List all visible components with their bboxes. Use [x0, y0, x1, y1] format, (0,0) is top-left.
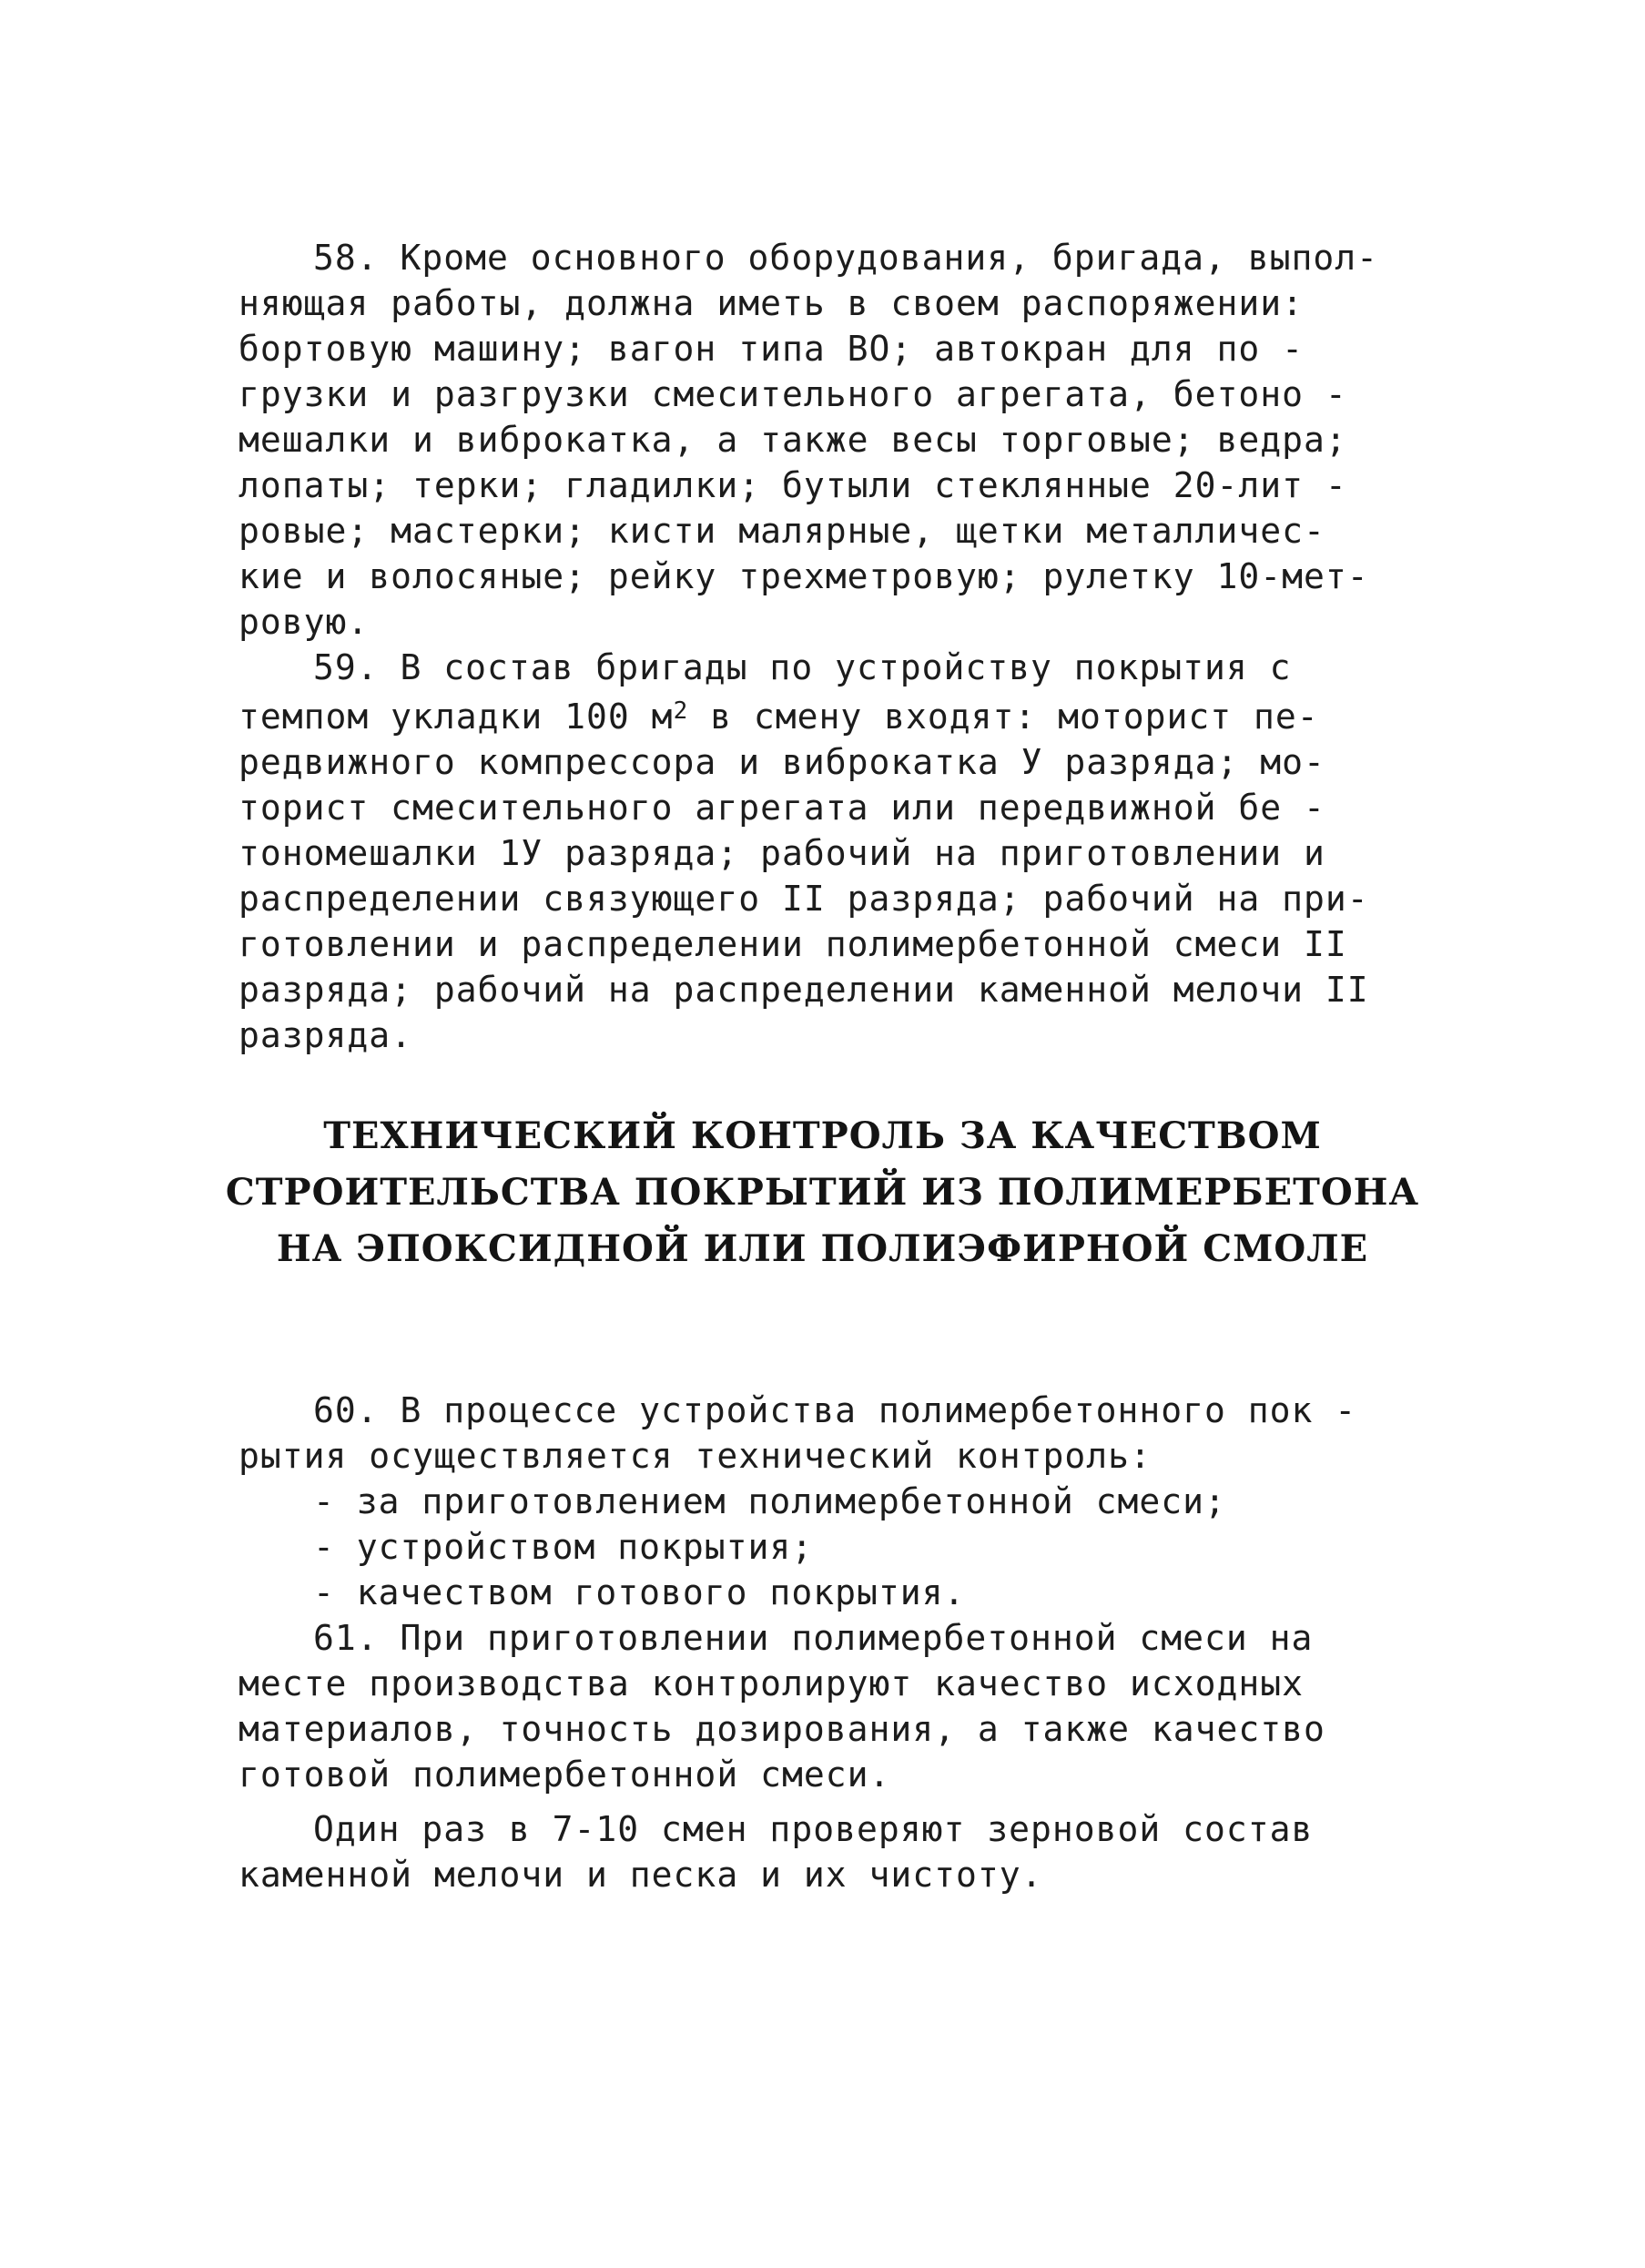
text-fragment: темпом укладки 100 м: [239, 697, 674, 737]
text-line: няющая работы, должна иметь в своем распоряжении:: [239, 283, 1305, 323]
text-line: грузки и разгрузки смесительного агрегата, бетоно -: [239, 374, 1347, 414]
heading-line: НА ЭПОКСИДНОЙ ИЛИ ПОЛИЭФИРНОЙ СМОЛЕ: [276, 1227, 1369, 1270]
text-line: разряда.: [239, 1015, 413, 1055]
text-line: кие и волосяные; рейку трехметровую; рулетку 10-мет-: [239, 556, 1369, 596]
text-line: Один раз в 7-10 смен проверяют зерновой состав: [313, 1809, 1314, 1849]
heading-line: ТЕХНИЧЕСКИЙ КОНТРОЛЬ ЗА КАЧЕСТВОМ: [323, 1114, 1322, 1157]
text-line: 58. Кроме основного оборудования, бригада, выпол-: [313, 238, 1379, 278]
text-line: рытия осуществляется технический контроль:: [239, 1436, 1152, 1476]
text-line: месте производства контролируют качество исходных: [239, 1663, 1305, 1704]
heading-line: СТРОИТЕЛЬСТВА ПОКРЫТИЙ ИЗ ПОЛИМЕРБЕТОНА: [225, 1171, 1420, 1214]
list-item: - качеством готового покрытия.: [313, 1572, 966, 1612]
text-line: 59. В состав бригады по устройству покрытия с: [313, 647, 1292, 687]
text-line: лопаты; терки; гладилки; бутыли стеклянные 20-лит -: [239, 465, 1347, 505]
text-line: 61. При приготовлении полимербетонной смеси на: [313, 1618, 1314, 1658]
text-line: готовой полимербетонной смеси.: [239, 1754, 891, 1795]
text-line: редвижного компрессора и виброкатка У разряда; мо-: [239, 742, 1325, 782]
text-line: материалов, точность дозирования, а также качество: [239, 1709, 1325, 1749]
text-line: ровую.: [239, 602, 370, 642]
text-line: торист смесительного агрегата или передвижной бе -: [239, 788, 1325, 828]
superscript: 2: [673, 697, 689, 725]
text-line: готовлении и распределении полимербетонной смеси II: [239, 924, 1347, 964]
list-item: - устройством покрытия;: [313, 1527, 814, 1567]
text-line: ровые; мастерки; кисти малярные, щетки металличес-: [239, 511, 1325, 551]
text-line: 60. В процессе устройства полимербетонного пок -: [313, 1390, 1357, 1430]
text-line: разряда; рабочий на распределении каменной мелочи II: [239, 970, 1369, 1010]
text-line: распределении связующего II разряда; рабочий на при-: [239, 879, 1369, 919]
text-line: мешалки и виброкатка, а также весы торговые; ведра;: [239, 420, 1347, 460]
text-line: бортовую машину; вагон типа ВО; автокран для по -: [239, 329, 1305, 369]
text-line: каменной мелочи и песка и их чистоту.: [239, 1855, 1043, 1895]
text-line: тономешалки 1У разряда; рабочий на приготовлении и: [239, 833, 1325, 873]
text-fragment: в смену входят: моторист пе-: [688, 697, 1319, 737]
text-line-with-superscript: [239, 694, 1319, 739]
list-item: - за приготовлением полимербетонной смеси;: [313, 1481, 1226, 1521]
